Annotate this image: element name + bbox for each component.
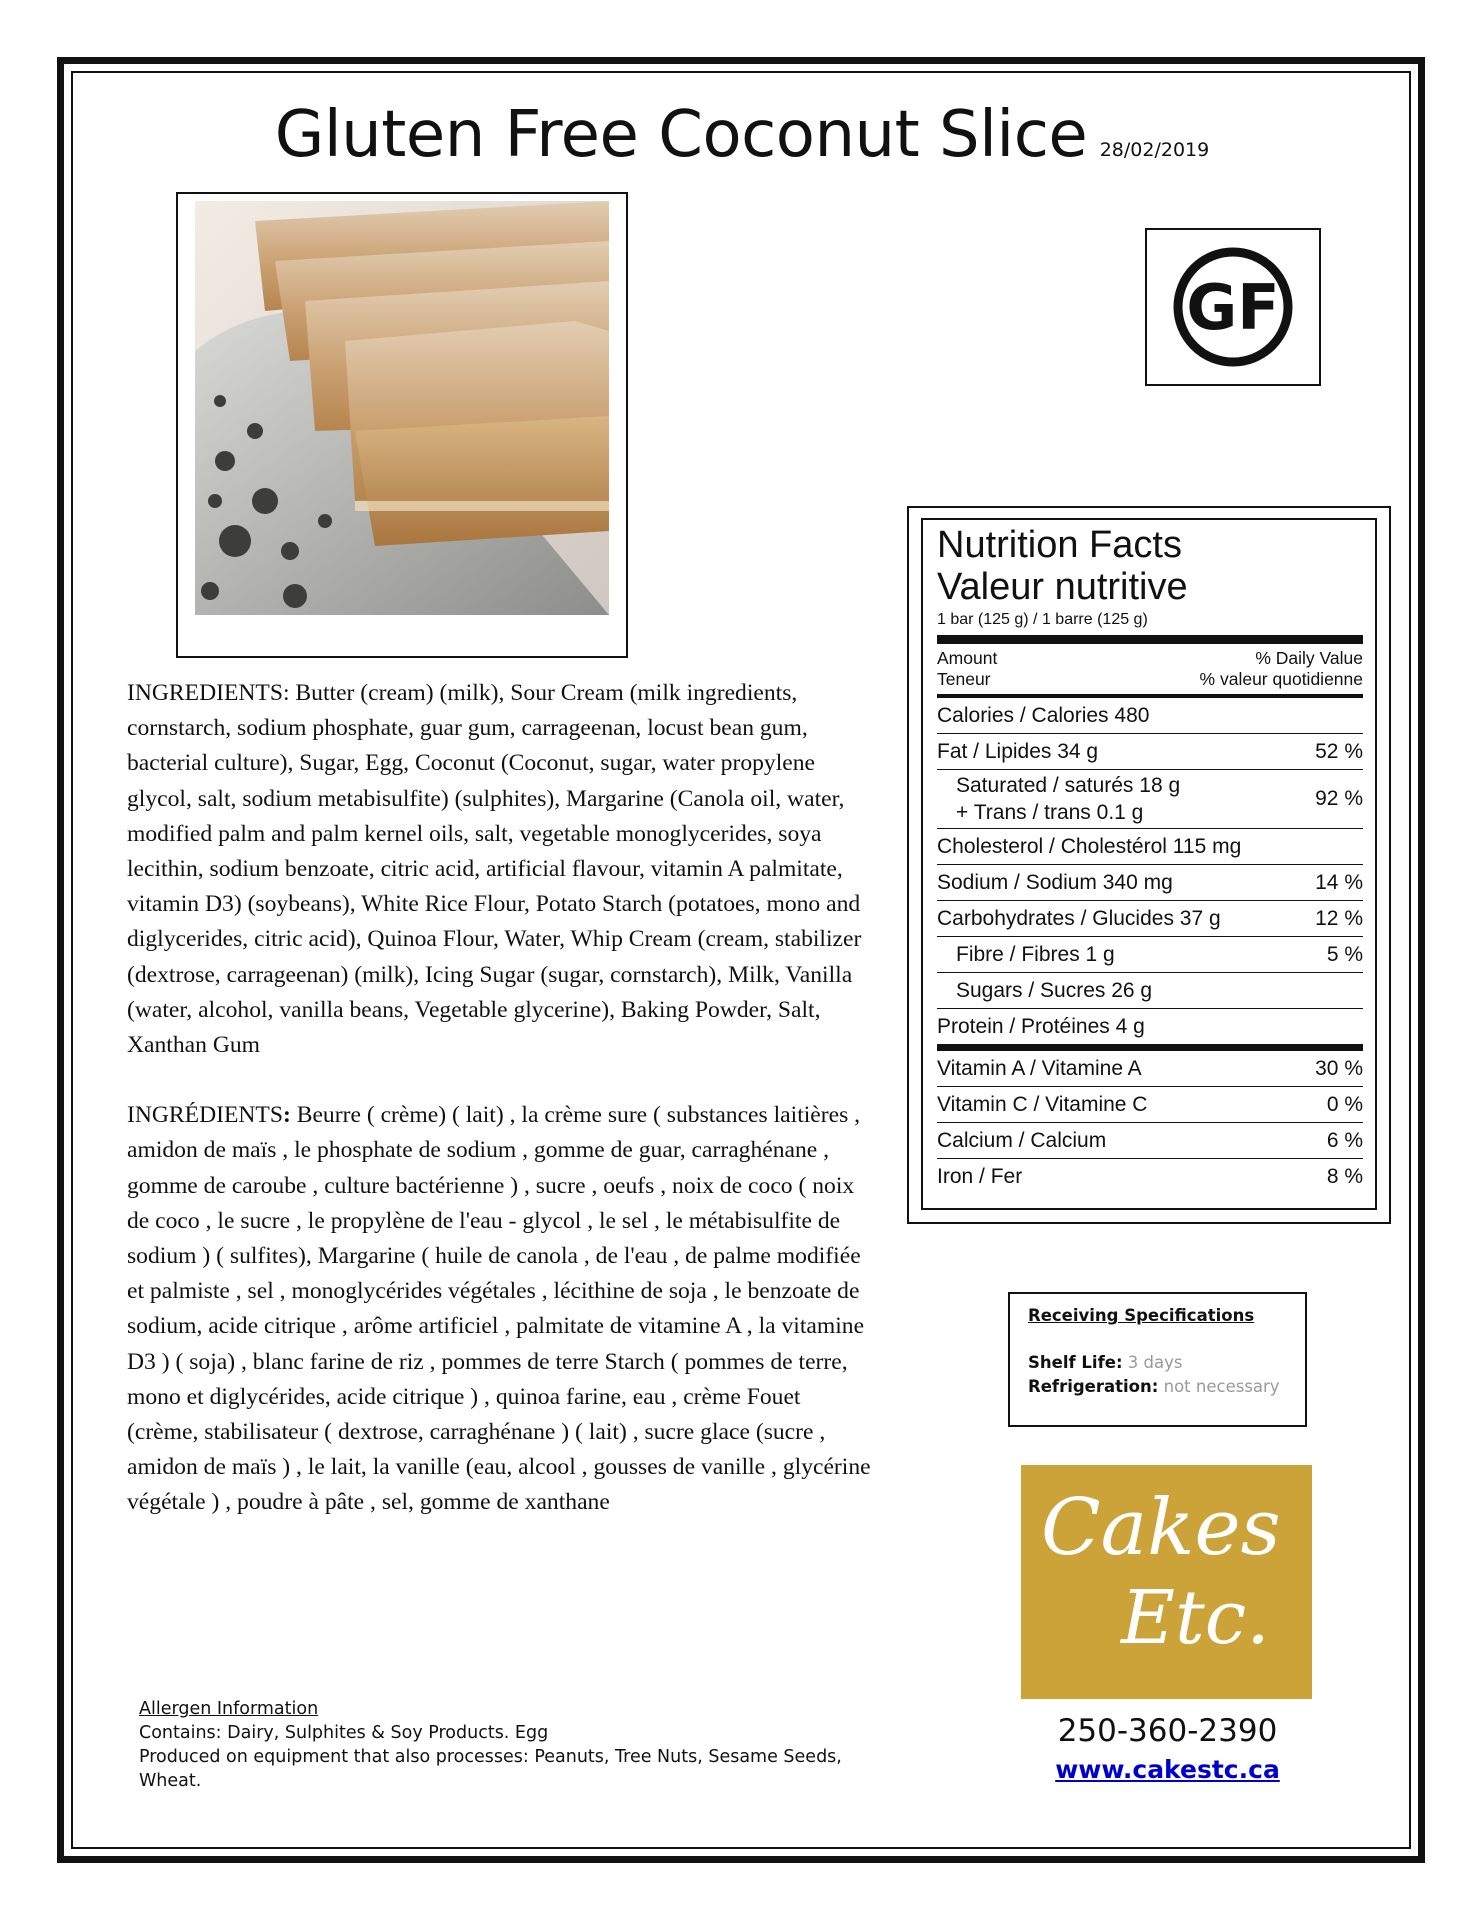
nutrient-label: Iron / Fer [937,1164,1023,1188]
gluten-free-badge [1145,228,1321,386]
ingredients-section [127,676,877,1556]
nutrient-row-sodium [937,865,1363,901]
nutrient-label: Vitamin C / Vitamine C [937,1092,1148,1116]
gluten-free-gf-icon [1147,230,1319,384]
nutrient-label: Fibre / Fibres 1 g [956,942,1115,966]
daily-value-fr: % valeur quotidienne [1199,669,1363,689]
nutrition-header [937,644,1363,698]
nutrient-row-iron [937,1159,1363,1194]
nutrient-dv: 8 % [1326,1164,1363,1188]
nutrient-row-cholesterol [937,829,1363,865]
label-date: 28/02/2019 [1099,139,1210,161]
nutrient-row-calcium [937,1123,1363,1159]
nutrient-label: Protein / Protéines 4 g [937,1014,1145,1038]
nutrition-title-fr: Valeur nutritive [937,566,1188,608]
nutrition-title-en: Nutrition Facts [937,524,1182,566]
nutrient-dv: 52 % [1315,739,1363,763]
ingredients-english [127,676,877,1063]
nutrient-dv: 0 % [1326,1092,1363,1116]
nutrient-row-fibre [937,937,1363,973]
ingredients-french [127,1098,877,1520]
refrigeration-value: not necessary [1163,1377,1280,1396]
allergen-heading: Allergen Information [139,1699,319,1719]
refrigeration-label: Refrigeration: [1028,1377,1159,1396]
amount-fr: Teneur [937,669,991,689]
amount-en: Amount [937,648,998,668]
nutrient-dv: 5 % [1326,942,1363,966]
nutrient-row-saturated-trans [937,770,1363,829]
nutrient-row-fat [937,734,1363,770]
nutrient-row-protein [937,1009,1363,1051]
ingredients-colon-fr: : [282,1102,291,1129]
nutrient-label: Cholesterol / Cholestérol 115 mg [937,834,1242,858]
daily-value-en: % Daily Value [1255,648,1363,668]
nutrient-row-sugars [937,973,1363,1009]
ingredients-text-fr: Beurre ( crème) ( lait) , la crème sure ( substances laitières , amidon de maïs , le phosphate de sodium , gomme de guar, carraghénane , gomme de caroube , culture bactérienne ) , sucre , oeufs , noix de coco ( noix de coco , le sucre , le propylène de l'eau - glycol , le sel , le métabisulfite de sodium ) ( sulfites), Margarine ( huile de canola , de l'eau , de palme modifiée et palmiste , sel , monoglycérides végétales , lécithine de soja , le benzoate de sodium, acide citrique , arôme artificiel , palmitate de vitamine A , la vitamine D3 ) ( soja) , blanc farine de riz , pommes de terre Starch ( pommes de terre, mono et diglycérides, acide citrique ) , quinoa farine, eau , crème Fouet (crème, stabilisateur ( dextrose, carraghénane ) ( lait) , sucre glace (sucre , amidon de maïs ) , le lait, la vanille (eau, alcool , gousses de vanille , glycérine végétale ) , poudre à pâte , sel, gomme de xanthane [127,1102,871,1516]
cakes-etc-logo [1021,1465,1312,1699]
nutrient-row-vitamin-c [937,1087,1363,1123]
nutrient-label: Saturated / saturés 18 g [956,774,1181,797]
logo-line1: Cakes [1041,1483,1281,1573]
nutrient-label: Sugars / Sucres 26 g [956,978,1153,1002]
ingredients-label-en: INGREDIENTS: [127,680,290,706]
allergen-contains: Contains: Dairy, Sulphites & Soy Products. Egg [139,1723,549,1743]
shelf-life-label: Shelf Life: [1028,1353,1123,1372]
nutrient-row-vitamin-a [937,1051,1363,1087]
phone-number: 250-360-2390 [1057,1713,1278,1749]
allergen-information [139,1697,909,1793]
title-row [0,98,1484,172]
nutrition-facts-table [921,518,1377,1210]
ingredients-label-fr: INGRÉDIENTS [127,1102,283,1129]
nutrient-label: Sodium / Sodium 340 mg [937,870,1173,894]
nutrient-label: Vitamin A / Vitamine A [937,1056,1142,1080]
nutrient-label: Calcium / Calcium [937,1128,1107,1152]
nutrient-dv: 12 % [1315,906,1363,930]
logo-line2: Etc. [1121,1575,1270,1661]
nutrient-dv: 92 % [1315,787,1363,810]
receiving-specifications [1008,1292,1307,1427]
website-link[interactable]: www.cakestc.ca [1055,1755,1280,1784]
nutrient-label: + Trans / trans 0.1 g [956,801,1144,824]
nutrient-label: Carbohydrates / Glucides 37 g [937,906,1221,930]
ingredients-text-en: Butter (cream) (milk), Sour Cream (milk ingredients, cornstarch, sodium phosphate, guar gum, carrageenan, locust bean gum, bacterial culture), Sugar, Egg, Coconut (Coconut, sugar, water propylene glycol, salt, sodium metabisulfite) (sulphites), Margarine (Canola oil, water, modified palm and palm kernel oils, salt, vegetable monoglycerides, soya lecithin, sodium benzoate, citric acid, artificial flavour, vitamin A palmitate, vitamin D3) (soybeans), White Rice Flour, Potato Starch (potatoes, mono and diglycerides, citric acid), Quinoa Flour, Water, Whip Cream (cream, stabilizer (dextrose, carrageenan) (milk), Icing Sugar (sugar, cornstarch), Milk, Vanilla (water, alcohol, vanilla beans, Vegetable glycerine), Baking Powder, Salt, Xanthan Gum [127,680,862,1059]
shelf-life-value: 3 days [1127,1353,1183,1372]
product-title: Gluten Free Coconut Slice [274,98,1088,172]
refrigeration [1028,1375,1287,1399]
nutrition-title [937,524,1363,608]
shelf-life [1028,1351,1287,1375]
gf-badge-text: GF [1186,271,1280,344]
product-photo [195,201,609,615]
nutrient-dv: 6 % [1326,1128,1363,1152]
nutrient-dv: 30 % [1315,1056,1363,1080]
nutrient-label: Calories / Calories 480 [937,703,1150,727]
allergen-produced: Produced on equipment that also processes: Peanuts, Tree Nuts, Sesame Seeds, Wheat. [139,1747,842,1791]
nutrient-row-carbohydrates [937,901,1363,937]
nutrient-label: Fat / Lipides 34 g [937,739,1099,763]
receiving-title: Receiving Specifications [1028,1306,1255,1325]
serving-size: 1 bar (125 g) / 1 barre (125 g) [937,611,1363,644]
nutrient-row-calories [937,698,1363,734]
nutrient-dv: 14 % [1315,870,1363,894]
